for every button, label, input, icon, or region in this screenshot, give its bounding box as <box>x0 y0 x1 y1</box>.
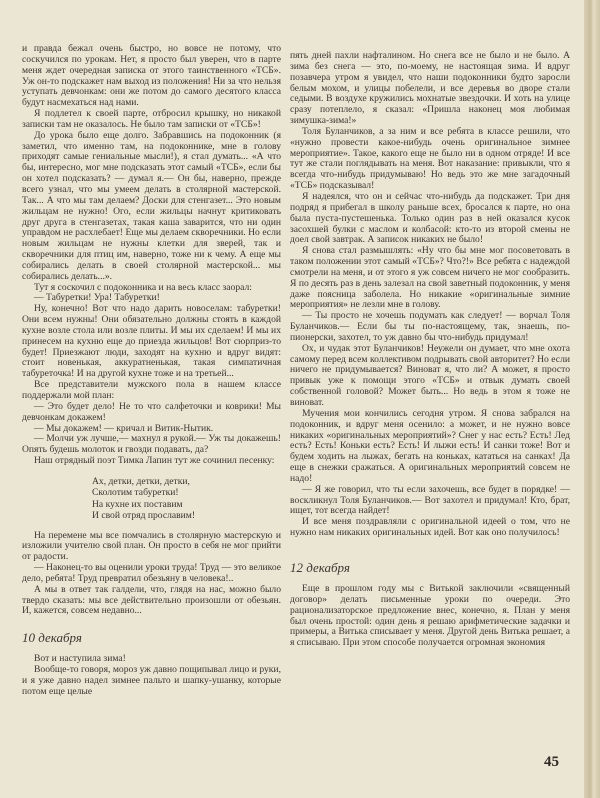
book-page-edge <box>584 0 600 798</box>
paragraph: Вообще-то говоря, мороз уж давно пощипывал лицо и руки, и я уже давно надел зимнее пальто и шапку-ушанку, которые потом еще целые <box>22 664 281 697</box>
poem-line: Сколотим табуретки! <box>92 487 179 499</box>
paragraph: Я подлетел к своей парте, отбросил крышку, но никакой записки там не оказалось. Не было там записки от «ТСБ»! <box>22 108 281 130</box>
paragraph: Я снова стал размышлять: «Ну что бы мне мог посоветовать в таком положении этот самый «ТСБ»? Что?!» Все ребята с надеждой смотрели на меня, и от этого я уж совсем ничего не мог сообразить. Я по десять раз в день залезал на свой заветный подоконник, у меня даже поясница заболела. Но никакие «оригинальные зимние мероприятия» не лезли мне в голову. <box>290 245 570 311</box>
paragraph: Ох, и чудак этот Буланчиков! Неужели он думает, что мне охота самому перед всем коллективом подрывать свой авторитет? Но если ничего не придумывается? Виноват я, что ли? А может, я просто привык уже к помощи этого «ТСБ» и отвык думать своей собственной головой? Может быть... Но ведь в этом я тоже не виноват. <box>290 342 570 408</box>
poem-line: И свой отряд прославим! <box>92 510 196 522</box>
paragraph: И все меня поздравляли с оригинальной идеей о том, что не нужно нам никаких оригинальных идей. Вот как оно получилось! <box>290 516 570 539</box>
diary-date-heading: 10 декабря <box>22 630 82 646</box>
paragraph: Я надеялся, что он и сейчас что-нибудь да подскажет. Три дня подряд я прибегал в школу раньше всех, бросался к парте, но она была пуста-пустешенька. Только один раз в ней оказался кусок засохшей булки с маслом и колбасой: кто-то из второй смены не доел свой завтрак. А записок никаких не было! <box>290 190 570 246</box>
diary-date-heading: 12 декабря <box>290 559 350 575</box>
left-text-column <box>22 44 281 698</box>
paragraph: Ну, конечно! Вот что надо дарить новоселам: табуретки! Они всем нужны! Они обязательно должны стоять в каждой кухне возле стола или возле плиты. И мы их сделаем! И мы их принесем на кухню еще до приезда жильцов! Вот сюрприз-то будет! Приезжают люди, заходят на кухню и вдруг видят: стоит новенькая, аккуратненькая, такая симпатичная табуреточка! И на другой кухне тоже и на третьей... <box>22 303 281 380</box>
paragraph: и правда бежал очень быстро, но вовсе не потому, что соскучился по урокам. Нет, я просто был уверен, что в парте меня ждет очередная записка от этого таинственного «ТСБ». Уж он-то подскажет нам выход из положения! Ни за что нельзя уступать девчонкам: они же потом до самого десятого класса будут насмехаться над нами. <box>22 43 281 109</box>
paragraph: — Ты просто не хочешь подумать как следует! — ворчал Толя Буланчиков.— Если бы ты по-настоящему, так, знаешь, по-пионерски, захотел, то уж давно бы что-нибудь придумал! <box>290 310 570 343</box>
page-number: 45 <box>544 754 559 770</box>
paragraph: Мучения мои кончились сегодня утром. Я снова забрался на подоконник, и вдруг меня осенило: а может, и не нужно вовсе никаких «оригинальных мероприятий»? Снег у нас есть? Есть! Лед есть? Есть! Коньки есть? Есть! И лыжи есть! И санки тоже! Вот и будем ходить на лыжах, бегать на коньках, кататься на санках! Да еще в снежки сражаться. А оригинальных мероприятий совсем не надо! <box>290 407 570 484</box>
paragraph: А мы в ответ так галдели, что, глядя на нас, можно было твердо сказать: мы все действительно произошли от обезьян. И, кажется, совсем недавно... <box>22 583 281 617</box>
paragraph: Вот и наступила зима! <box>34 653 126 665</box>
paragraph: Толя Буланчиков, а за ним и все ребята в классе решили, что «нужно провести какое-нибудь очень оригинальное зимнее мероприятие». Такое, какого еще не было ни в одном отряде! И все тут же стали поглядывать на меня. Вот наказание: привыкли, что я всегда что-нибудь придумываю! Но ведь это же мне загадочный «ТСБ» подсказывал! <box>290 125 570 192</box>
paragraph: — Табуретки! Ура! Табуретки! <box>34 292 160 304</box>
paragraph: Тут я соскочил с подоконника и на весь класс заорал: <box>34 281 252 293</box>
paragraph: — Мы докажем! — кричал и Витик-Нытик. <box>34 422 214 434</box>
poem <box>22 476 281 522</box>
paragraph: — Я же говорил, что ты если захочешь, все будет в порядке! — воскликнул Толя Буланчиков.— Вот захотел и придумал! Кто, брат, ищет, тот всегда найдет! <box>290 483 570 517</box>
paragraph: Наш отрядный поэт Тимка Лапин тут же сочинил песенку: <box>34 455 275 467</box>
poem-line: Ах, детки, детки, детки, <box>92 475 190 487</box>
paragraph: До урока было еще долго. Забравшись на подоконник (я заметил, что именно там, на подоконнике, мне в голову приходят самые гениальные мысли!), я стал думать... «А что бы, интересно, мог мне подсказать этот самый «ТСБ», если бы он хотел подсказать? — думал я.— Он бы, наверно, прежде всего узнал, что мы умеем делать в столярной мастерской. Так... А что мы там делаем? Доски для стенгазет... Это новым жильцам не нужно! Ого, если жильцы начнут критиковать друг друга в стенгазетах, такая каша заварится, что ни один управдом не расхлебает! Еще мы делаем скворечники. Но если новым жильцам не нужны клетки для зверей, так и скворечники для птиц им, наверно, тоже ни к чему. А еще мы собирались делать в своей столярной мастерской... мы собирались делать...». <box>22 129 281 282</box>
poem-line: На кухне их поставим <box>92 498 183 510</box>
paragraph: Все представители мужского пола в нашем классе поддержали мой план: <box>22 379 281 401</box>
paragraph: — Это будет дело! Не то что салфеточки и коврики! Мы девчонкам докажем! <box>22 400 281 423</box>
paragraph: На перемене мы все помчались в столярную мастерскую и изложили учителю свой план. Он просто в себя не мог прийти от радости. <box>22 529 281 563</box>
paragraph: Еще в прошлом году мы с Витькой заключили «священный договор» делать письменные уроки по очереди. Это рационализаторское предложение внес, конечно, я. План у меня был очень простой: один день я решаю арифметические задачки и примеры, а Витька списывает у меня. Другой день Витька решает, а я списываю. При этом способе получается огромная экономия <box>290 582 570 649</box>
paragraph: пять дней пахли нафталином. Но снега все не было и не было. А зима без снега — это, по-моему, не настоящая зима. И вдруг позавчера утром я увидел, что наши подоконники будто заросли белым мохом, и улицы побелели, и все деревья во дворе стали седыми. В воздухе кружились мохнатые звездочки. И хоть на улице сразу потеплело, я сказал: «Пришла наконец моя любимая зимушка-зима!» <box>290 50 570 127</box>
right-text-column <box>290 51 570 649</box>
paragraph: — Молчи уж лучше,— махнул я рукой.— Уж ты докажешь! Опять будешь молоток и гвозди подавать, да? <box>22 433 281 456</box>
paragraph: — Наконец-то вы оценили уроки труда! Труд — это великое дело, ребята! Труд превратил обезьяну в человека!.. <box>22 562 281 584</box>
